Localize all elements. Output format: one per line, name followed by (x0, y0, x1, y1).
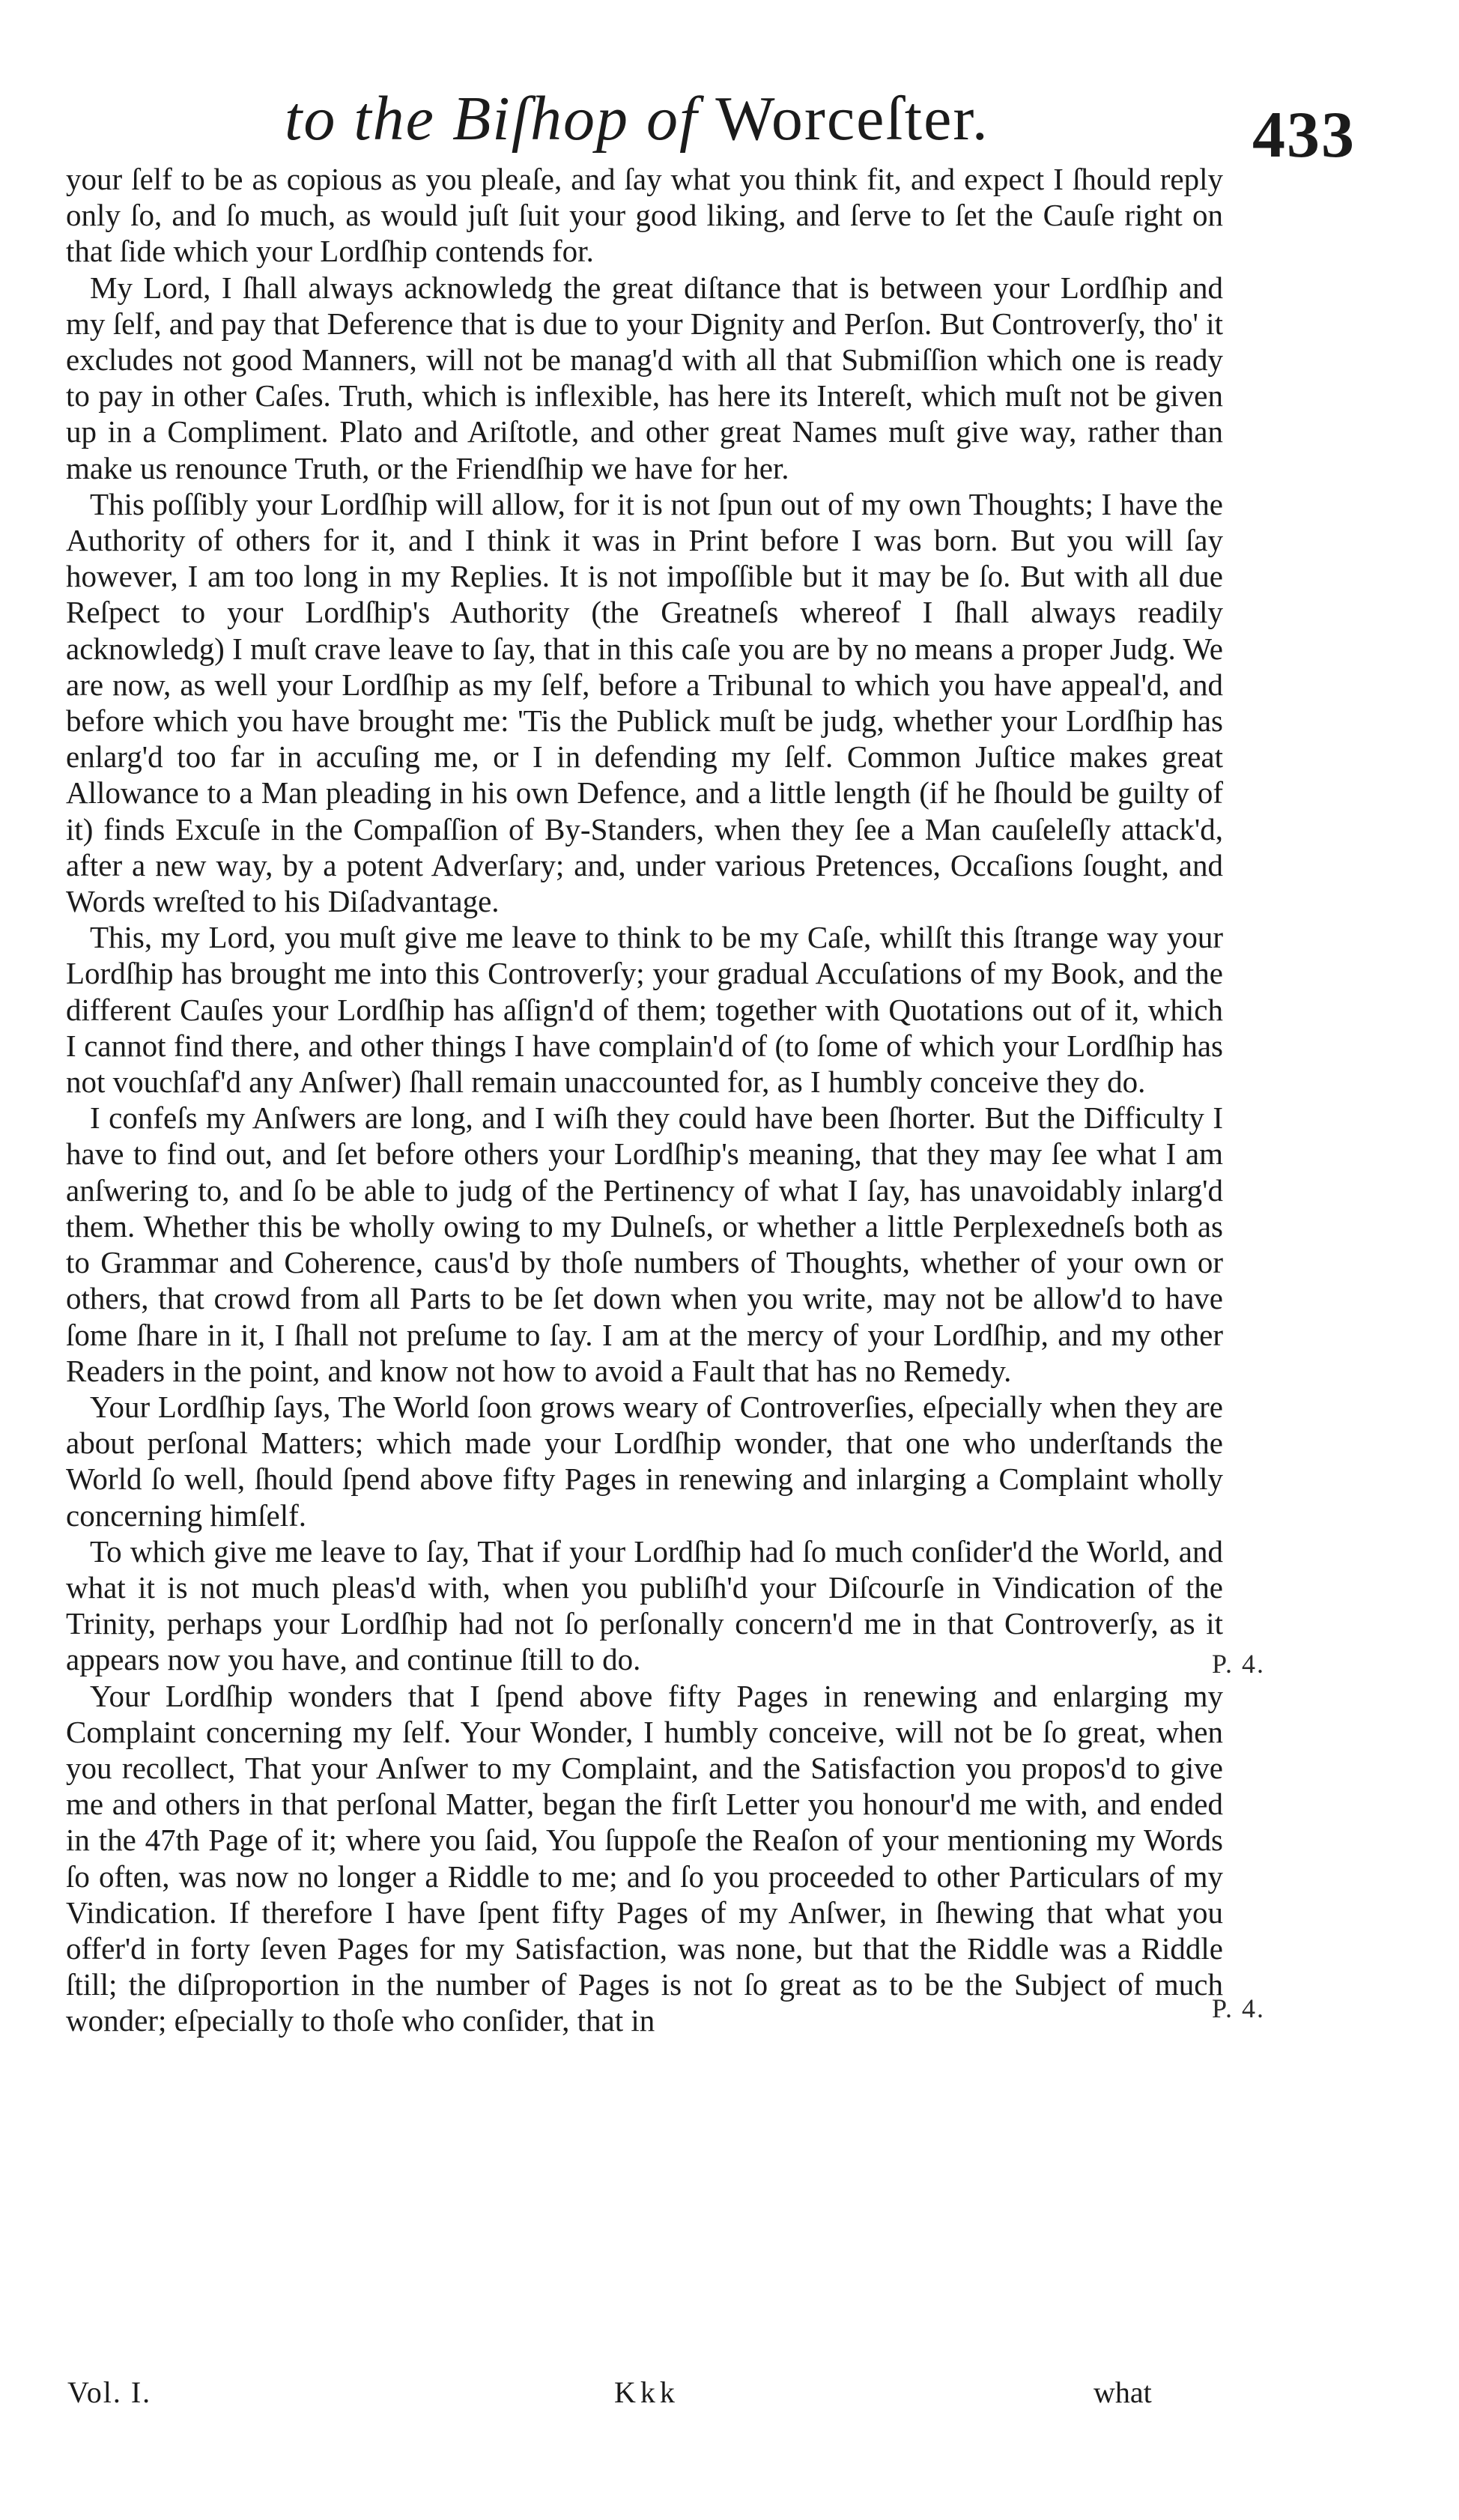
catchword: what (1094, 2375, 1152, 2409)
gathering-signature: Kkk (614, 2375, 679, 2409)
margin-note-page-ref: P. 4. (1212, 1993, 1266, 2023)
paragraph-4: This, my Lord, you muſt give me leave to think to be my Caſe, whilſt this ſtrange way your Lordſhip has brought me into this Controverſy; your gradual Accuſations of my Book, and the different Cauſes your Lordſhip has aſſign'd of them; together with Quotations out of it, which I cannot find there, and other things I have complain'd of (to ſome of which your Lordſhip has not vouchſaf'd any Anſwer) ſhall remain unaccounted for, as I humbly conceive they do. (66, 920, 1223, 1100)
page-footer (0, 2375, 1459, 2427)
running-title-roman: Worceſter. (715, 84, 989, 154)
paragraph-8: Your Lordſhip wonders that I ſpend above fifty Pages in renewing and enlarging my Complaint concerning my ſelf. Your Wonder, I humbly conceive, will not be ſo great, when you recollect, That your Anſwer to my Complaint, and the Satisfaction you propos'd to give me and others in that perſonal Matter, began the firſt Letter you honour'd me with, and ended in the 47th Page of it; where you ſaid, You ſuppoſe the Reaſon of your mentioning my Words ſo often, was now no longer a Riddle to me; and ſo you proceeded to other Particulars of my Vindication. If therefore I have ſpent fifty Pages of my Anſwer, in ſhewing that what you offer'd in forty ſeven Pages for my Satisfaction, was none, but that the Riddle was a Riddle ſtill; the diſproportion in the number of Pages is not ſo great as to be the Subject of much wonder; eſpecially to thoſe who conſider, that in (66, 1678, 1223, 2038)
paragraph-1: your ſelf to be as copious as you pleaſe, and ſay what you think fit, and expect I ſhould reply only ſo, and ſo much, as would juſt ſuit your good liking, and ſerve to ſet the Cauſe right on that ſide which your Lordſhip contends for. (66, 162, 1223, 269)
paragraph-2: My Lord, I ſhall always acknowledg the great diſtance that is between your Lordſhip and my ſelf, and pay that Deference that is due to your Dignity and Perſon. But Controverſy, tho' it excludes not good Manners, will not be manag'd with all that Submiſſion which one is ready to pay in other Caſes. Truth, which is inflexible, has here its Intereſt, which muſt not be given up in a Compliment. Plato and Ariſtotle, and other great Names muſt give way, rather than make us renounce Truth, or the Friendſhip we have for her. (66, 270, 1223, 485)
page-number: 433 (1252, 99, 1356, 172)
margin-note-page-ref: P. 4. (1212, 1649, 1266, 1679)
running-title (285, 82, 989, 155)
paragraph-6: Your Lordſhip ſays, The World ſoon grows weary of Controverſies, eſpecially when they are about perſonal Matters; which made your Lordſhip wonder, that one who underſtands the World ſo well, ſhould ſpend above fifty Pages in renewing and inlarging a Complaint wholly concerning himſelf. (66, 1389, 1223, 1533)
paragraph-3: This poſſibly your Lordſhip will allow, for it is not ſpun out of my own Thoughts; I have the Authority of others for it, and I think it was in Print before I was born. But you will ſay however, I am too long in my Replies. It is not impoſſible but it may be ſo. But with all due Reſpect to your Lordſhip's Authority (the Greatneſs whereof I ſhall always readily acknowledg) I muſt crave leave to ſay, that in this caſe you are by no means a proper Judg. We are now, as well your Lordſhip as my ſelf, before a Tribunal to which you have appeal'd, and before which you have brought me: 'Tis the Publick muſt be judg, whether your Lordſhip has enlarg'd too far in accuſing me, or I in defending my ſelf. Common Juſtice makes great Allowance to a Man pleading in his own Defence, and a little length (if he ſhould be guilty of it) finds Excuſe in the Compaſſion of By-Standers, when they ſee a Man cauſeleſly attack'd, after a new way, by a potent Adverſary; and, under various Pretences, Occaſions ſought, and Words wreſted to his Diſadvantage. (66, 486, 1223, 919)
running-title-italic: to the Biſhop of (285, 84, 716, 154)
paragraph-5: I confeſs my Anſwers are long, and I wiſh they could have been ſhorter. But the Difficulty I have to find out, and ſet before others your Lordſhip's meaning, that they may ſee what I am anſwering to, and ſo be able to judg of the Pertinency of what I ſay, has unavoidably inlarg'd them. Whether this be wholly owing to my Dulneſs, or whether a little Perplexedneſs both as to Grammar and Coherence, caus'd by thoſe numbers of Thoughts, whether of your own or others, that crowd from all Parts to be ſet down when you write, may not be allow'd to have ſome ſhare in it, I ſhall not preſume to ſay. I am at the mercy of your Lordſhip, and my other Readers in the point, and know not how to avoid a Fault that has no Remedy. (66, 1100, 1223, 1388)
body-text (66, 161, 1223, 2039)
volume-signature: Vol. I. (67, 2375, 152, 2409)
paragraph-7: To which give me leave to ſay, That if your Lordſhip had ſo much conſider'd the World, and what it is not much pleas'd with, when you publiſh'd your Diſcourſe in Vindication of the Trinity, perhaps your Lordſhip had not ſo perſonally concern'd me in that Controverſy, as it appears now you have, and continue ſtill to do. (66, 1533, 1223, 1677)
